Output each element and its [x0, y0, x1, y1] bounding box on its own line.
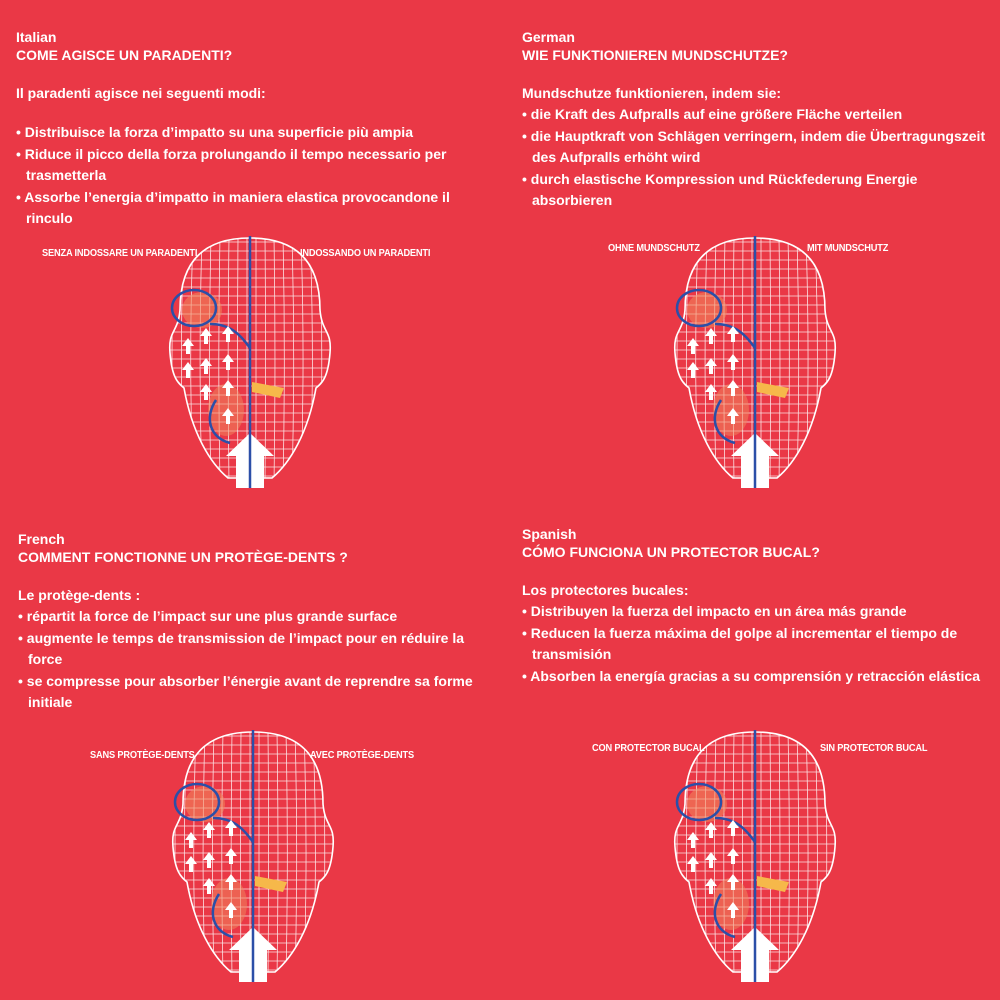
force-arrow: [727, 902, 739, 918]
label-with-guard: SIN PROTECTOR BUCAL: [820, 742, 928, 754]
force-arrow: [727, 874, 739, 890]
force-arrow: [687, 832, 699, 848]
bullet-list: [18, 606, 496, 714]
impact-zone-jaw: [713, 384, 749, 436]
intro-text: Los protectores bucales:: [522, 582, 689, 598]
mouthguard-shape: [252, 382, 284, 398]
head-outline: [170, 238, 331, 478]
intro-text: Mundschutze funktionieren, indem sie:: [522, 85, 782, 101]
impact-zone-cheek: [182, 292, 222, 328]
bullet-item: • durch elastische Kompression und Rückfederung Energie absorbieren: [522, 170, 918, 208]
force-arrow: [200, 384, 212, 400]
impact-zone-jaw: [208, 384, 244, 436]
wireframe-grid: [665, 732, 845, 977]
head-wireframe: [160, 236, 340, 488]
impact-arrow-large: [229, 927, 277, 982]
impact-ring-line: [210, 324, 250, 348]
force-arrow: [200, 358, 212, 374]
label-with-guard: MIT MUNDSCHUTZ: [807, 242, 889, 254]
force-arrow: [203, 822, 215, 838]
intro-text: Il paradenti agisce nei seguenti modi:: [16, 85, 266, 101]
bullet-item: • Absorben la energía gracias a su comprensión y retracción elástica: [522, 667, 981, 684]
label-without-guard: CON PROTECTOR BUCAL: [592, 742, 705, 754]
text-block: [18, 530, 496, 714]
bullet-item: • répartit la force de l’impact sur une plus grande surface: [18, 608, 398, 624]
label-without-guard: SENZA INDOSSARE UN PARADENTI: [42, 247, 198, 259]
intro-text: Le protège-dents :: [18, 587, 141, 603]
impact-arrow-large: [731, 433, 779, 488]
force-arrow: [705, 384, 717, 400]
impact-ring-cheek: [677, 290, 721, 326]
language-label: Italian: [16, 29, 57, 45]
bullet-item: • Distribuyen la fuerza del impacto en un área más grande: [522, 603, 907, 619]
force-arrow: [705, 822, 717, 838]
section-title: COMMENT FONCTIONNE UN PROTÈGE-DENTS ?: [18, 549, 348, 565]
impact-ring-cheek: [175, 784, 219, 820]
impact-zone-jaw: [713, 878, 749, 930]
section-title: CÓMO FUNCIONA UN PROTECTOR BUCAL?: [522, 544, 820, 560]
text-block: [522, 525, 1000, 687]
force-arrow: [727, 820, 739, 836]
mouthguard-shape: [255, 876, 287, 892]
bullet-item: • Distribuisce la forza d’impatto su una superficie più ampia: [16, 124, 413, 140]
force-arrow: [705, 878, 717, 894]
label-without-guard: SANS PROTÈGE-DENTS: [90, 749, 195, 761]
section-title: COME AGISCE UN PARADENTI?: [16, 47, 233, 63]
force-arrow: [225, 848, 237, 864]
force-arrow: [222, 326, 234, 342]
bullet-item: • se compresse pour absorber l’énergie avant de reprendre sa forme initiale: [18, 672, 473, 710]
bullet-list: [522, 601, 1000, 687]
head-outline: [675, 732, 836, 972]
quadrant-french: [0, 500, 500, 1000]
impact-ring-jaw: [213, 894, 233, 937]
force-arrow: [225, 874, 237, 890]
language-label: French: [18, 531, 65, 547]
impact-ring-jaw: [715, 894, 735, 937]
bullet-list: [16, 122, 494, 230]
impact-ring-cheek: [172, 290, 216, 326]
force-arrow: [185, 856, 197, 872]
head-wireframe: [665, 236, 845, 488]
impact-ring-line: [715, 324, 755, 348]
text-block: [16, 28, 494, 230]
force-arrow: [222, 380, 234, 396]
force-arrow: [203, 852, 215, 868]
force-arrow: [222, 354, 234, 370]
quadrant-italian: [0, 0, 500, 500]
impact-ring-line: [213, 818, 253, 842]
force-arrow: [185, 832, 197, 848]
impact-zone-cheek: [687, 786, 727, 822]
force-arrow: [200, 328, 212, 344]
label-without-guard: OHNE MUNDSCHUTZ: [608, 242, 700, 254]
impact-arrow-large: [226, 433, 274, 488]
force-arrow: [727, 380, 739, 396]
wireframe-grid: [163, 732, 343, 977]
force-arrow: [727, 848, 739, 864]
impact-ring-cheek: [677, 784, 721, 820]
label-with-guard: INDOSSANDO UN PARADENTI: [300, 247, 431, 259]
force-arrow: [705, 328, 717, 344]
impact-ring-jaw: [715, 400, 735, 443]
force-arrow: [203, 878, 215, 894]
head-wireframe: [665, 730, 845, 982]
language-label: Spanish: [522, 526, 577, 542]
bullet-item: • augmente le temps de transmission de l’impact pour en réduire la force: [18, 629, 465, 667]
force-arrow: [222, 408, 234, 424]
impact-ring-line: [715, 818, 755, 842]
head-outline: [173, 732, 334, 972]
wireframe-grid: [160, 238, 340, 483]
force-arrow: [225, 820, 237, 836]
force-arrow: [727, 408, 739, 424]
mouthguard-shape: [757, 876, 789, 892]
impact-arrow-large: [731, 927, 779, 982]
head-wireframe: [163, 730, 343, 982]
force-arrow: [225, 902, 237, 918]
bullet-item: • Assorbe l’energia d’impatto in maniera elastica provocandone il rinculo: [16, 188, 450, 226]
force-arrow: [182, 338, 194, 354]
force-arrow: [687, 362, 699, 378]
bullet-list: [522, 104, 1000, 212]
bullet-item: • Riduce il picco della forza prolungando il tempo necessario per trasmetterla: [16, 145, 447, 183]
quadrant-german: [500, 0, 1000, 500]
mouthguard-shape: [757, 382, 789, 398]
force-arrow: [705, 358, 717, 374]
label-with-guard: AVEC PROTÈGE-DENTS: [310, 749, 414, 761]
force-arrow: [727, 326, 739, 342]
impact-ring-jaw: [210, 400, 230, 443]
impact-zone-jaw: [211, 878, 247, 930]
wireframe-grid: [665, 238, 845, 483]
force-arrow: [182, 362, 194, 378]
head-outline: [675, 238, 836, 478]
impact-zone-cheek: [687, 292, 727, 328]
force-arrow: [705, 852, 717, 868]
bullet-item: • die Kraft des Aufpralls auf eine größere Fläche verteilen: [522, 106, 903, 122]
language-label: German: [522, 29, 575, 45]
impact-zone-cheek: [185, 786, 225, 822]
quadrant-spanish: [500, 500, 1000, 1000]
force-arrow: [687, 856, 699, 872]
force-arrow: [687, 338, 699, 354]
force-arrow: [727, 354, 739, 370]
section-title: WIE FUNKTIONIEREN MUNDSCHUTZE?: [522, 47, 788, 63]
bullet-item: • die Hauptkraft von Schlägen verringern, indem die Übertragungszeit des Aufpralls erhöht wird: [522, 127, 986, 165]
bullet-item: • Reducen la fuerza máxima del golpe al incrementar el tiempo de transmisión: [522, 624, 958, 662]
text-block: [522, 28, 1000, 212]
